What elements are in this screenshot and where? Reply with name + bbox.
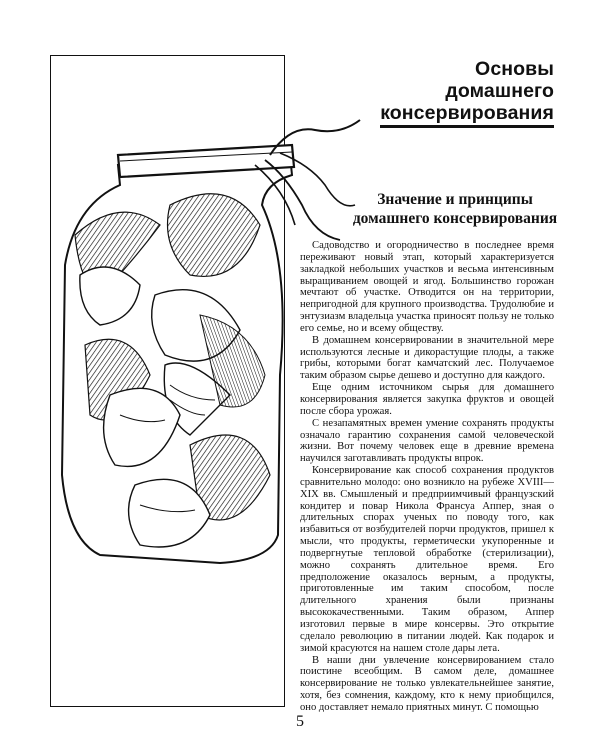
paragraph: Еще одним источником сырья для домашнего консервирования является закупка фруктов и овощей после сбора урожая. <box>300 382 554 417</box>
body-text <box>300 240 554 712</box>
chapter-title-line: Основы <box>475 58 554 80</box>
chapter-title <box>300 58 554 124</box>
section-title-line: Значение и принципы <box>377 191 533 208</box>
paragraph: В домашнем консервировании в значительной мере используются лесные и дикорастущие плоды, а также грибы, которыми богат камчатский лес. Получаемое таким образом сырье дешево и доступно для каждого. <box>300 334 554 382</box>
paragraph: С незапамятных времен умение сохранять продукты означало гарантию сохранения самой человеческой жизни. Вот почему человек еще в древние времена научился заготавливать продукты впрок. <box>300 417 554 465</box>
chapter-title-line: домашнего <box>445 80 554 102</box>
title-underline <box>380 125 554 128</box>
section-title-line: домашнего консервирования <box>352 210 558 227</box>
page-number: 5 <box>296 713 304 730</box>
paragraph: Садоводство и огородничество в последнее время переживают новый этап, который характеризуется закладкой небольших участков и весьма интенсивным выращиванием овощей и ягод. Большинство горожан мечтают об участке. Отводится он на территории, непригодной для крупного производства. Трудолюбие и энтузиазм владельца участка приносят пользу не только его семье, но и всему обществу. <box>300 240 554 334</box>
paragraph: В наши дни увлечение консервированием стало поистине всеобщим. В самом деле, домашнее консервирование не только увлекательнейшее занятие, хотя, без сомнения, каждому, кто к нему приобщился, оно доставляет немало приятных минут. С помощью <box>300 654 554 712</box>
paragraph: Консервирование как способ сохранения продуктов сравнительно молодо: оно возникло на рубеже XVIII—XIX вв. Смышленый и предприимчивый французский кондитер и повар Никола Франсуа Аппер, зная о длительных спорах ученых по поводу того, как избавиться от возбудителей порчи продуктов, пришел к мысли, что продукты, герметически укупоренные и подвергнутые тепловой обработке (стерилизации), можно сохранять длительное время. Его предположение оказалось верным, а продукты, приготовленные им таким способом, после длительного хранения были признаны высококачественными. Таким образом, Аппер изготовил первые в мире консервы. Это открытие сделало революцию в питании людей. Как подарок и зимой красуются на нашем столе дары лета. <box>300 465 554 654</box>
chapter-title-line: консервирования <box>380 102 554 124</box>
section-title <box>350 190 560 228</box>
